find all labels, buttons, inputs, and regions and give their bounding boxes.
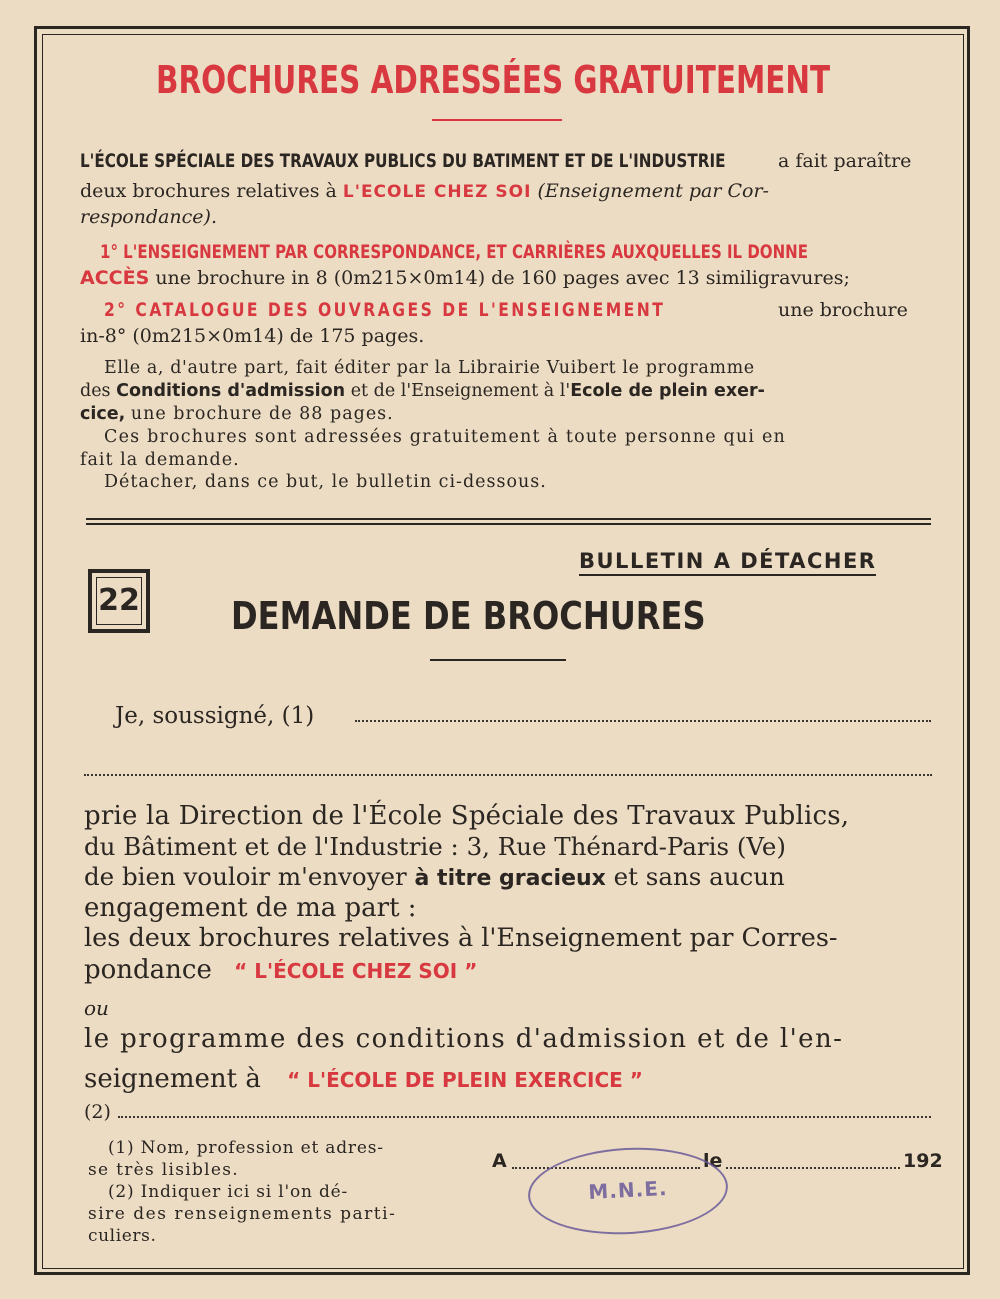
- bulletin-number: 22: [88, 569, 150, 633]
- intro-line-3: respondance).: [80, 206, 217, 228]
- item1-heading: 1° L'ENSEIGNEMENT PAR CORRESPONDANCE, ET CARRIÈRES AUXQUELLES IL DONNE: [100, 241, 808, 263]
- or-label: ou: [84, 996, 109, 1020]
- name-field-line-2[interactable]: [84, 774, 932, 776]
- item1-line-2: [80, 267, 850, 289]
- item2-line-2: in-8° (0m215×0m14) de 175 pages.: [80, 325, 425, 347]
- note2-marker: (2): [84, 1101, 111, 1123]
- footnote-1: [88, 1137, 396, 1247]
- item1-acces: ACCÈS: [80, 267, 150, 289]
- notes-text-3: une brochure de 88 pages.: [130, 404, 394, 424]
- fn2-line2: sire des renseignements parti-: [88, 1204, 397, 1224]
- form-title-underline: [430, 659, 566, 661]
- fn1-line1: (1) Nom, profession et adres-: [108, 1138, 384, 1158]
- notes-line-3: [80, 403, 394, 425]
- body-line-5: les deux brochures relatives à l'Enseignement par Corres-: [84, 923, 838, 953]
- body-line-4: engagement de ma part :: [84, 893, 417, 923]
- notes-line-4: Ces brochures sont adressées gratuitement à toute personne qui en: [104, 427, 787, 447]
- title-underline: [432, 119, 562, 121]
- date-label: le: [703, 1150, 723, 1172]
- titre-gracieux: à titre gracieux: [414, 866, 606, 891]
- ecole-chez-soi-choice: “ L'ÉCOLE CHEZ SOI ”: [234, 959, 478, 983]
- body-line-2: du Bâtiment et de l'Industrie : 3, Rue Thénard-Paris (Ve): [84, 832, 786, 861]
- separator-top: [86, 518, 931, 520]
- fn1-line2: se très lisibles.: [88, 1160, 239, 1180]
- body-line-3: [84, 861, 785, 894]
- notes-text: des: [80, 381, 111, 401]
- place-label: A: [492, 1150, 507, 1172]
- cice-bold: cice,: [80, 404, 126, 424]
- form-title: DEMANDE DE BROCHURES: [231, 594, 706, 638]
- page-title: BROCHURES ADRESSÉES GRATUITEMENT: [156, 58, 831, 102]
- body-line-6: [84, 955, 477, 987]
- body-text-8: seignement à: [84, 1064, 261, 1094]
- ecole-plein-exercice: Ecole de plein exer-: [570, 381, 765, 401]
- body-text-3b: et sans aucun: [613, 862, 785, 891]
- intro-line-2: [80, 180, 769, 203]
- item2-heading: 2° CATALOGUE DES OUVRAGES DE L'ENSEIGNEMENT: [104, 299, 666, 321]
- info-field[interactable]: [118, 1116, 931, 1118]
- stamp-text: M.N.E.: [587, 1175, 669, 1205]
- body-text-3: de bien vouloir m'envoyer: [84, 862, 407, 891]
- item1-description: une brochure in 8 (0m215×0m14) de 160 pages avec 13 similigravures;: [155, 267, 850, 289]
- ecole-chez-soi-label: L'ECOLE CHEZ SOI: [342, 182, 532, 202]
- separator-bottom: [86, 523, 931, 525]
- body-line-7: le programme des conditions d'admission et de l'en-: [84, 1024, 844, 1054]
- intro-line-1: [80, 150, 887, 172]
- date-field[interactable]: [726, 1167, 900, 1169]
- body-text-6: pondance: [84, 955, 212, 985]
- notes-line-1: Elle a, d'autre part, fait éditer par la Librairie Vuibert le programme: [104, 358, 755, 378]
- intro-text: deux brochures relatives à: [80, 180, 337, 202]
- fn2-line1: (2) Indiquer ici si l'on dé-: [108, 1182, 349, 1202]
- conditions-admission: Conditions d'admission: [116, 381, 346, 401]
- detach-label: BULLETIN A DÉTACHER: [579, 548, 876, 576]
- notes-text-mid: et de l'Enseignement à l': [350, 381, 571, 401]
- notes-line-2: [80, 380, 765, 402]
- item2-line-1-rest: une brochure: [778, 299, 908, 321]
- ecole-plein-exercice-choice: “ L'ÉCOLE DE PLEIN EXERCICE ”: [287, 1068, 643, 1092]
- intro-italic: (Enseignement par Cor-: [537, 180, 769, 202]
- body-line-1: prie la Direction de l'École Spéciale des Travaux Publics,: [84, 801, 850, 831]
- body-line-8: [84, 1064, 643, 1096]
- notes-line-5: fait la demande.: [80, 450, 240, 470]
- notes-line-6: Détacher, dans ce but, le bulletin ci-dessous.: [104, 472, 547, 492]
- school-name: L'ÉCOLE SPÉCIALE DES TRAVAUX PUBLICS DU BATIMENT ET DE L'INDUSTRIE: [80, 150, 726, 172]
- signed-label: Je, soussigné, (1): [115, 703, 315, 729]
- intro-line-1-rest: a fait paraître: [778, 150, 912, 172]
- year-label: 192: [903, 1150, 943, 1172]
- fn2-line3: culiers.: [88, 1226, 157, 1246]
- name-field[interactable]: [355, 720, 931, 722]
